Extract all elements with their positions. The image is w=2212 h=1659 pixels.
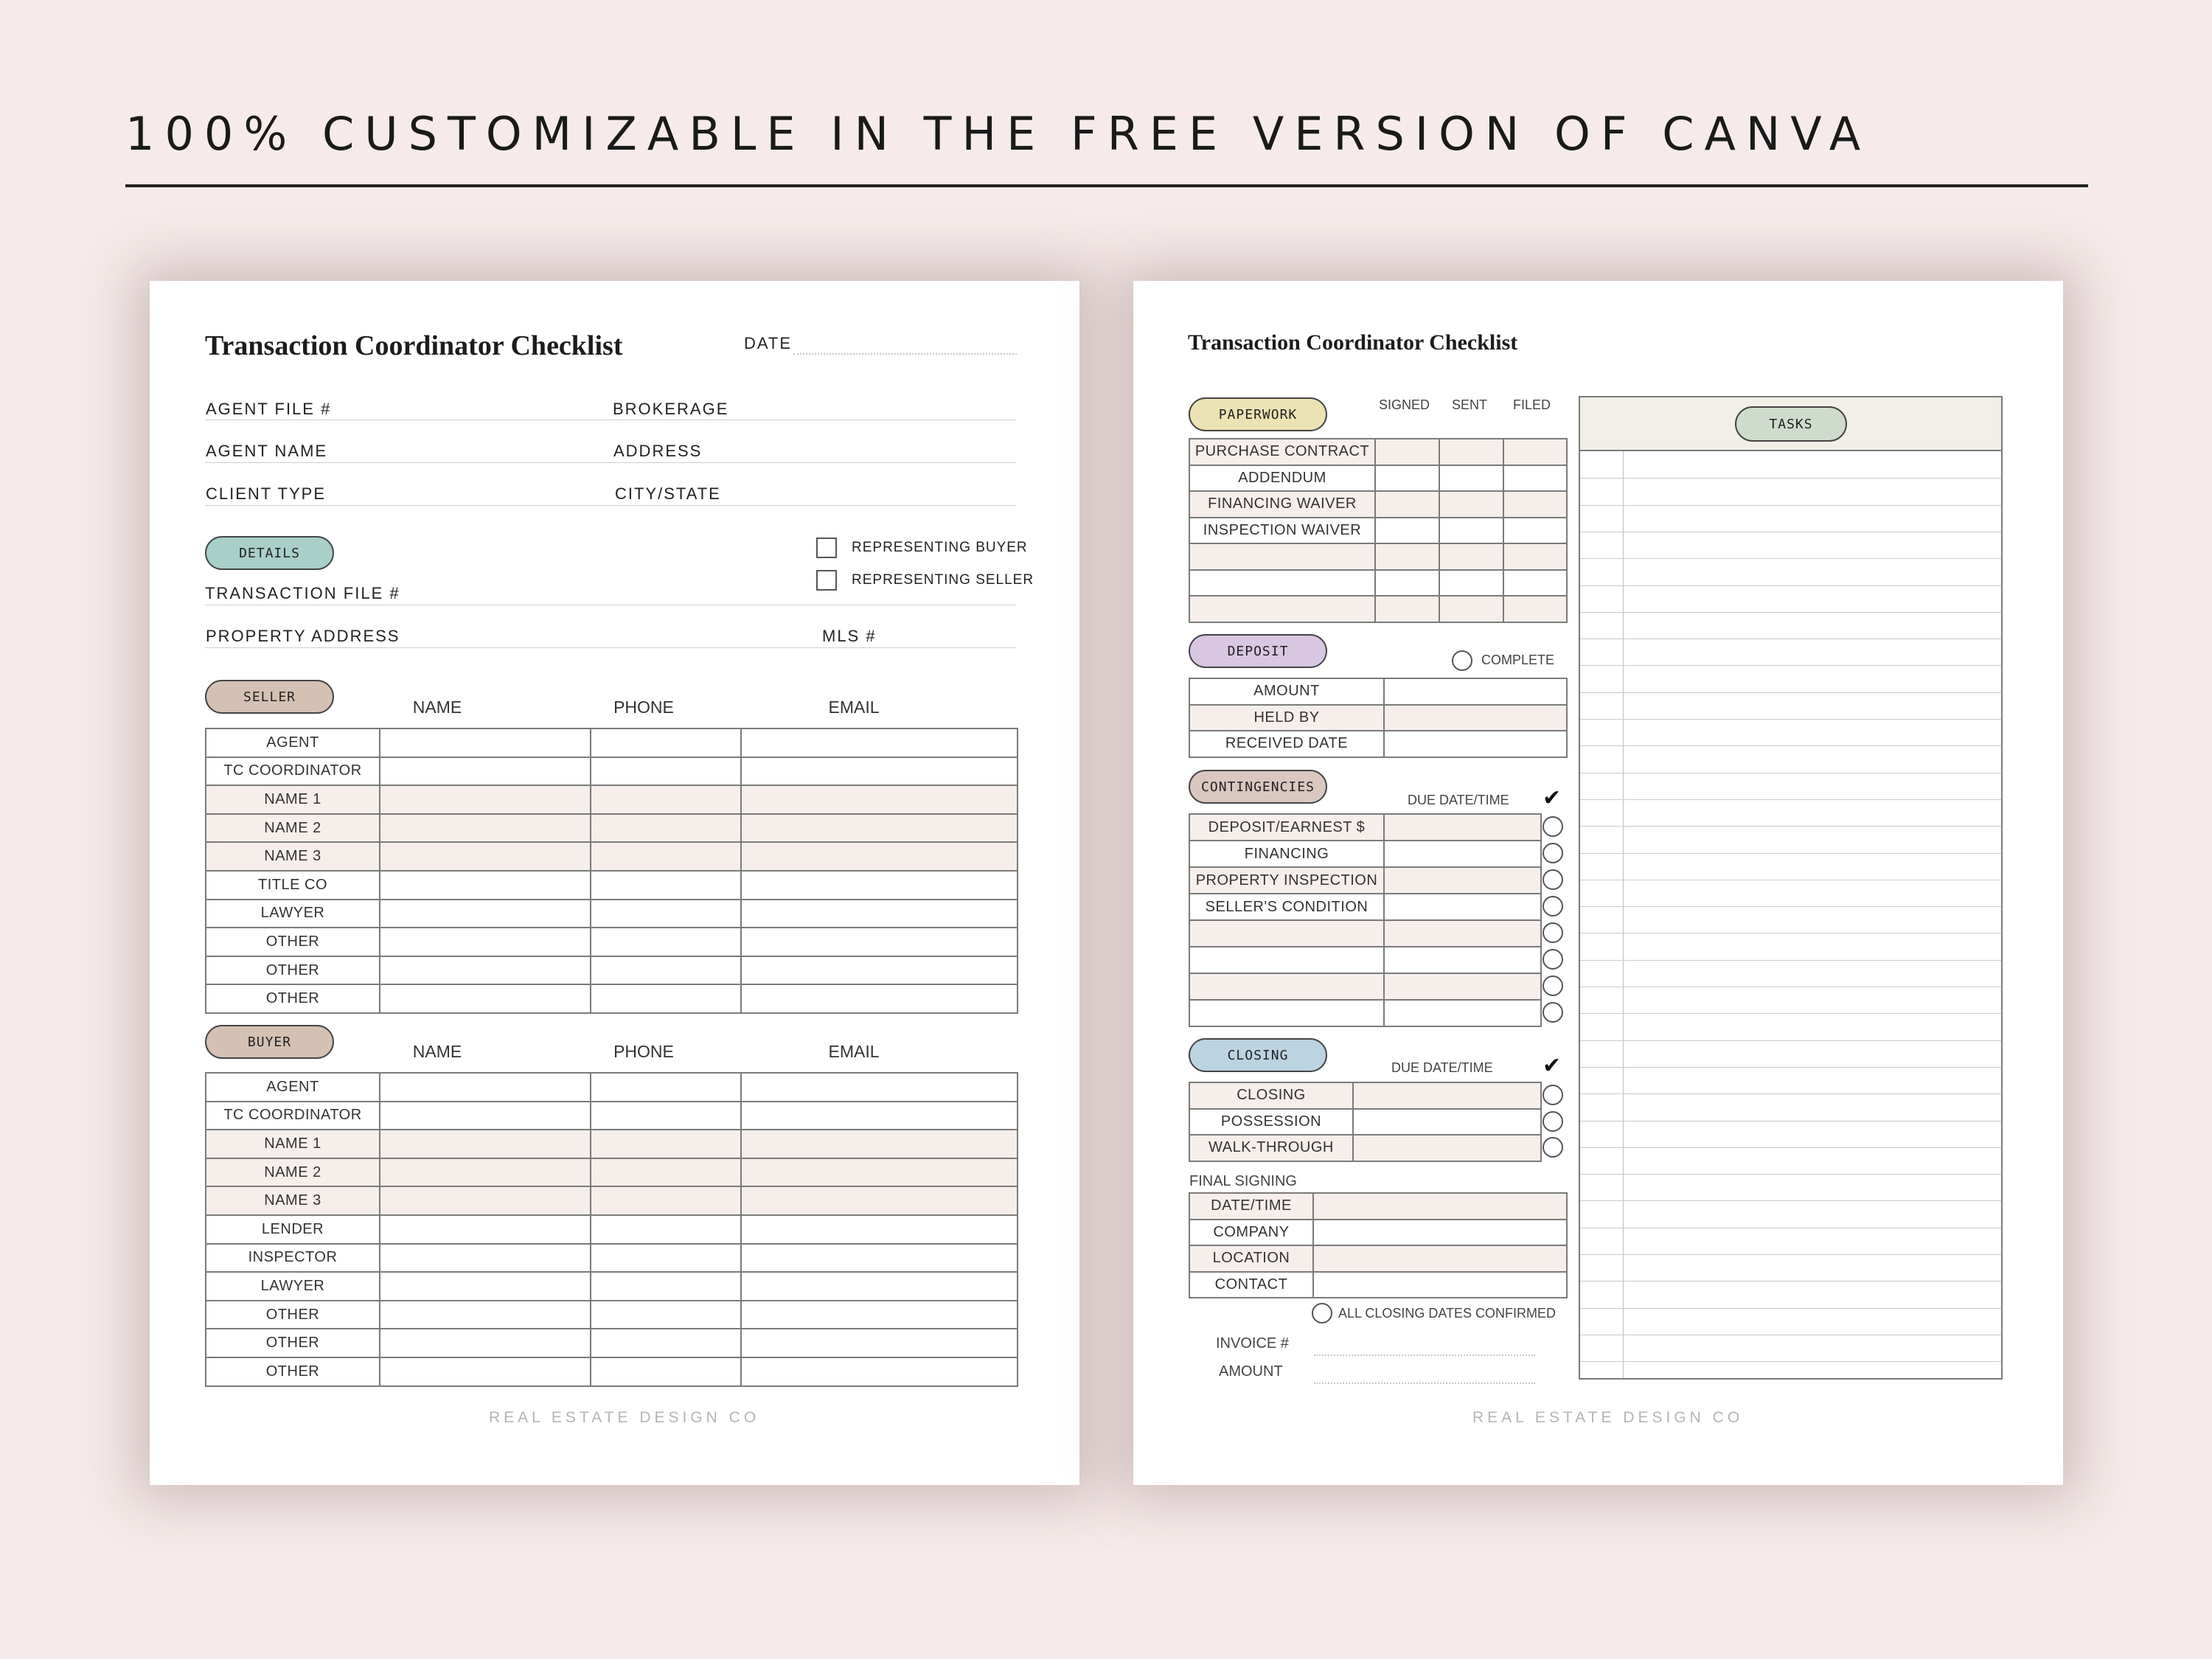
table-row	[1189, 543, 1567, 570]
table-cell[interactable]	[1439, 543, 1503, 570]
table-cell[interactable]	[741, 871, 1018, 900]
table-row	[206, 842, 1018, 871]
table-cell[interactable]	[1503, 543, 1567, 570]
row-label	[1189, 596, 1375, 622]
table-cell[interactable]	[1384, 973, 1541, 1000]
table-row	[1189, 705, 1567, 731]
deposit-pill: DEPOSIT	[1189, 634, 1327, 668]
tasks-pill: TASKS	[1735, 406, 1847, 442]
table-cell[interactable]	[1375, 491, 1439, 518]
deposit-complete-label: COMPLETE	[1481, 653, 1555, 667]
table-cell[interactable]	[591, 928, 741, 956]
table-cell[interactable]	[380, 1301, 591, 1329]
task-line[interactable]	[1580, 906, 2001, 907]
table-cell[interactable]	[741, 956, 1018, 985]
table-cell[interactable]	[1384, 920, 1541, 947]
task-line[interactable]	[1580, 719, 2001, 720]
table-cell[interactable]	[741, 1329, 1018, 1357]
page-left	[150, 281, 1079, 1485]
table-cell[interactable]	[591, 871, 741, 900]
page-title: Transaction Coordinator Checklist	[205, 330, 623, 361]
status-radio[interactable]	[1543, 896, 1563, 917]
table-cell[interactable]	[591, 1073, 741, 1102]
page-right	[1133, 281, 2063, 1485]
table-cell[interactable]	[741, 1158, 1018, 1187]
task-line[interactable]	[1580, 960, 2001, 961]
table-cell[interactable]	[380, 1073, 591, 1102]
table-row	[1189, 570, 1567, 597]
table-row	[1189, 973, 1541, 1000]
row-label: WALK-THROUGH	[1189, 1135, 1353, 1161]
table-cell[interactable]	[380, 1130, 591, 1158]
table-row	[1189, 920, 1541, 947]
table-cell[interactable]	[1375, 518, 1439, 544]
table-cell[interactable]	[591, 900, 741, 928]
table-cell[interactable]	[591, 1215, 741, 1244]
row-label: PROPERTY INSPECTION	[1189, 867, 1384, 894]
table-cell[interactable]	[741, 728, 1018, 757]
final-signing-table	[1189, 1192, 1568, 1298]
table-row	[1189, 518, 1567, 544]
task-line[interactable]	[1580, 745, 2001, 746]
row-label	[1189, 973, 1384, 1000]
seller-col-name: NAME	[412, 698, 462, 717]
representing-buyer-label: REPRESENTING BUYER	[852, 540, 1028, 555]
table-cell[interactable]	[591, 984, 741, 1013]
seller-col-email: EMAIL	[828, 698, 880, 717]
row-label: FINANCING WAIVER	[1189, 491, 1375, 518]
row-label: LAWYER	[206, 1272, 380, 1301]
seller-contacts-table	[205, 728, 1018, 1014]
row-label: OTHER	[206, 1329, 380, 1357]
table-cell[interactable]	[591, 1186, 741, 1215]
table-cell[interactable]	[1384, 894, 1541, 920]
footer-brand: REAL ESTATE DESIGN CO	[1472, 1409, 1744, 1426]
table-cell[interactable]	[380, 1329, 591, 1357]
row-label: LAWYER	[206, 900, 380, 928]
row-label: AGENT	[206, 728, 380, 757]
closing-pill: CLOSING	[1189, 1038, 1327, 1072]
row-label: OTHER	[206, 984, 380, 1013]
representing-seller-label: REPRESENTING SELLER	[852, 572, 1034, 588]
row-label: SELLER'S CONDITION	[1189, 894, 1384, 920]
table-row	[1189, 1220, 1567, 1246]
table-cell[interactable]	[1439, 518, 1503, 544]
table-cell[interactable]	[1503, 570, 1567, 597]
task-line[interactable]	[1580, 665, 2001, 666]
table-row	[206, 928, 1018, 956]
task-line[interactable]	[1580, 1254, 2001, 1255]
table-row	[206, 1244, 1018, 1273]
task-line[interactable]	[1580, 1067, 2001, 1068]
table-cell[interactable]	[380, 928, 591, 956]
table-cell[interactable]	[591, 757, 741, 786]
table-row	[206, 1357, 1018, 1386]
status-radio[interactable]	[1543, 949, 1563, 970]
row-label: TC COORDINATOR	[206, 757, 380, 786]
table-cell[interactable]	[1384, 947, 1541, 973]
buyer-col-email: EMAIL	[828, 1042, 880, 1061]
table-row	[1189, 1082, 1541, 1109]
task-line[interactable]	[1580, 585, 2001, 586]
status-radio[interactable]	[1543, 1111, 1563, 1132]
contingencies-table	[1189, 813, 1542, 1027]
table-cell[interactable]	[741, 900, 1018, 928]
status-radio[interactable]	[1543, 816, 1563, 837]
table-cell[interactable]	[1313, 1220, 1567, 1246]
table-row	[206, 728, 1018, 757]
task-line[interactable]	[1580, 612, 2001, 613]
representing-seller-checkbox[interactable]	[816, 570, 837, 591]
task-line[interactable]	[1580, 505, 2001, 506]
task-line[interactable]	[1580, 1174, 2001, 1175]
table-cell[interactable]	[1503, 439, 1567, 465]
table-cell[interactable]	[591, 1357, 741, 1386]
table-cell[interactable]	[591, 1102, 741, 1130]
table-row	[206, 1073, 1018, 1102]
all-confirmed-radio[interactable]	[1312, 1303, 1332, 1324]
transaction-file-label: TRANSACTION FILE #	[205, 584, 400, 602]
paperwork-pill: PAPERWORK	[1189, 397, 1327, 431]
table-row	[1189, 947, 1541, 973]
table-cell[interactable]	[1313, 1193, 1567, 1220]
table-cell[interactable]	[1439, 465, 1503, 492]
table-cell[interactable]	[1375, 465, 1439, 492]
table-row	[206, 814, 1018, 843]
table-cell[interactable]	[1384, 1000, 1541, 1026]
row-label: DATE/TIME	[1189, 1193, 1313, 1220]
buyer-col-name: NAME	[412, 1042, 462, 1061]
details-pill: DETAILS	[205, 536, 334, 570]
task-line[interactable]	[1580, 478, 2001, 479]
row-label: LOCATION	[1189, 1245, 1313, 1272]
mls-label: MLS #	[822, 627, 877, 645]
contingencies-pill: CONTINGENCIES	[1189, 770, 1327, 804]
table-cell[interactable]	[1503, 491, 1567, 518]
table-cell[interactable]	[741, 785, 1018, 814]
table-row	[206, 1301, 1018, 1329]
table-cell[interactable]	[1503, 518, 1567, 544]
table-cell[interactable]	[380, 1215, 591, 1244]
table-cell[interactable]	[1313, 1245, 1567, 1272]
table-row	[1189, 1193, 1567, 1220]
buyer-pill: BUYER	[205, 1025, 334, 1059]
row-label: POSSESSION	[1189, 1109, 1353, 1135]
row-label: NAME 1	[206, 785, 380, 814]
table-row	[1189, 491, 1567, 518]
row-label: OTHER	[206, 1357, 380, 1386]
table-cell[interactable]	[741, 1244, 1018, 1273]
footer-brand: REAL ESTATE DESIGN CO	[489, 1409, 760, 1426]
table-row	[206, 1215, 1018, 1244]
table-cell[interactable]	[591, 1158, 741, 1187]
table-cell[interactable]	[591, 728, 741, 757]
table-row	[206, 871, 1018, 900]
table-cell[interactable]	[380, 871, 591, 900]
table-cell[interactable]	[1384, 678, 1567, 705]
amount-field[interactable]	[1314, 1382, 1535, 1384]
task-line[interactable]	[1580, 1040, 2001, 1041]
table-cell[interactable]	[741, 1301, 1018, 1329]
paperwork-table	[1189, 438, 1568, 623]
table-cell[interactable]	[741, 842, 1018, 871]
row-label: RECEIVED DATE	[1189, 731, 1384, 757]
table-cell[interactable]	[741, 757, 1018, 786]
table-cell[interactable]	[380, 1186, 591, 1215]
table-row	[1189, 731, 1567, 757]
table-row	[1189, 1000, 1541, 1026]
row-label: NAME 2	[206, 814, 380, 843]
task-line[interactable]	[1580, 692, 2001, 693]
agent-file-label: AGENT FILE #	[206, 400, 332, 418]
row-label: FINANCING	[1189, 841, 1384, 867]
table-cell[interactable]	[591, 1130, 741, 1158]
table-cell[interactable]	[1375, 570, 1439, 597]
invoice-label: INVOICE #	[1216, 1335, 1289, 1352]
table-cell[interactable]	[380, 1102, 591, 1130]
row-label	[1189, 543, 1375, 570]
row-label: NAME 1	[206, 1130, 380, 1158]
closing-check-icon: ✔	[1543, 1054, 1562, 1078]
row-label: LENDER	[206, 1215, 380, 1244]
brokerage-label: BROKERAGE	[613, 400, 729, 418]
table-cell[interactable]	[741, 1186, 1018, 1215]
table-cell[interactable]	[1353, 1082, 1541, 1109]
table-cell[interactable]	[591, 785, 741, 814]
task-line[interactable]	[1580, 853, 2001, 854]
task-line[interactable]	[1580, 826, 2001, 827]
banner-divider	[125, 184, 2088, 187]
row-label: NAME 3	[206, 1186, 380, 1215]
table-cell[interactable]	[1439, 439, 1503, 465]
table-row	[206, 1158, 1018, 1187]
status-radio[interactable]	[1543, 843, 1563, 863]
table-row	[206, 1130, 1018, 1158]
invoice-field[interactable]	[1314, 1354, 1535, 1356]
table-cell[interactable]	[1384, 867, 1541, 894]
table-cell[interactable]	[741, 1357, 1018, 1386]
row-label: OTHER	[206, 928, 380, 956]
status-radio[interactable]	[1543, 869, 1563, 890]
task-line[interactable]	[1580, 1013, 2001, 1014]
table-row	[206, 1102, 1018, 1130]
row-label	[1189, 947, 1384, 973]
row-label: INSPECTOR	[206, 1244, 380, 1273]
city-state-label: CITY/STATE	[615, 484, 721, 503]
table-cell[interactable]	[741, 1130, 1018, 1158]
deposit-complete-radio[interactable]	[1452, 650, 1472, 671]
task-line[interactable]	[1580, 1200, 2001, 1201]
row-label: TITLE CO	[206, 871, 380, 900]
status-radio[interactable]	[1543, 1085, 1563, 1105]
row-label: HELD BY	[1189, 705, 1384, 731]
table-cell[interactable]	[380, 1244, 591, 1273]
closing-table	[1189, 1082, 1542, 1162]
property-address-label: PROPERTY ADDRESS	[206, 627, 400, 645]
status-radio[interactable]	[1543, 922, 1563, 943]
table-cell[interactable]	[380, 785, 591, 814]
agent-name-field[interactable]	[205, 462, 1016, 463]
paperwork-col-sent: SENT	[1452, 397, 1488, 412]
row-label	[1189, 1000, 1384, 1026]
table-cell[interactable]	[741, 1073, 1018, 1102]
task-line[interactable]	[1580, 1147, 2001, 1148]
table-row	[1189, 678, 1567, 705]
table-cell[interactable]	[380, 1357, 591, 1386]
table-cell[interactable]	[741, 1215, 1018, 1244]
table-cell[interactable]	[380, 956, 591, 985]
tasks-checkbox-column-divider	[1623, 451, 1624, 1378]
table-cell[interactable]	[380, 900, 591, 928]
table-cell[interactable]	[380, 1272, 591, 1301]
row-label: PURCHASE CONTRACT	[1189, 439, 1375, 465]
table-row	[1189, 1272, 1567, 1298]
contingencies-check-icon: ✔	[1543, 786, 1562, 810]
representing-buyer-checkbox[interactable]	[816, 538, 837, 558]
status-radio[interactable]	[1543, 975, 1563, 996]
table-row	[1189, 1135, 1541, 1161]
paperwork-col-signed: SIGNED	[1379, 397, 1430, 412]
table-row	[1189, 814, 1541, 841]
row-label: OTHER	[206, 956, 380, 985]
row-label: AGENT	[206, 1073, 380, 1102]
row-label: ADDENDUM	[1189, 465, 1375, 492]
property-address-field[interactable]	[205, 647, 1016, 648]
table-row	[206, 900, 1018, 928]
row-label: DEPOSIT/EARNEST $	[1189, 814, 1384, 841]
row-label: CONTACT	[1189, 1272, 1313, 1298]
row-label: NAME 2	[206, 1158, 380, 1187]
table-cell[interactable]	[741, 814, 1018, 843]
buyer-contacts-table	[205, 1072, 1018, 1387]
table-row	[1189, 894, 1541, 920]
row-label: TC COORDINATOR	[206, 1102, 380, 1130]
agent-name-label: AGENT NAME	[206, 442, 328, 460]
date-label: DATE	[744, 334, 793, 352]
table-cell[interactable]	[741, 984, 1018, 1013]
contingencies-due-label: DUE DATE/TIME	[1408, 793, 1509, 807]
table-row	[206, 785, 1018, 814]
table-cell[interactable]	[1384, 731, 1567, 757]
table-cell[interactable]	[1384, 841, 1541, 867]
table-cell[interactable]	[1375, 596, 1439, 622]
task-line[interactable]	[1580, 1308, 2001, 1309]
date-field[interactable]	[793, 353, 1017, 355]
seller-pill: SELLER	[205, 680, 334, 714]
task-line[interactable]	[1580, 1093, 2001, 1094]
row-label: AMOUNT	[1189, 678, 1384, 705]
table-cell[interactable]	[591, 814, 741, 843]
table-row	[1189, 1245, 1567, 1272]
row-label: OTHER	[206, 1301, 380, 1329]
table-cell[interactable]	[591, 842, 741, 871]
row-label	[1189, 570, 1375, 597]
table-row	[1189, 841, 1541, 867]
address-label: ADDRESS	[613, 442, 703, 460]
task-line[interactable]	[1580, 799, 2001, 800]
paperwork-col-filed: FILED	[1513, 397, 1551, 412]
final-signing-label: FINAL SIGNING	[1189, 1173, 1297, 1189]
table-cell[interactable]	[591, 1329, 741, 1357]
table-cell[interactable]	[1384, 814, 1541, 841]
table-cell[interactable]	[1375, 543, 1439, 570]
table-cell[interactable]	[1353, 1109, 1541, 1135]
row-label: INSPECTION WAIVER	[1189, 518, 1375, 544]
table-cell[interactable]	[380, 814, 591, 843]
row-label: CLOSING	[1189, 1082, 1353, 1109]
client-type-label: CLIENT TYPE	[206, 484, 327, 503]
table-row	[206, 956, 1018, 985]
row-label	[1189, 920, 1384, 947]
table-row	[206, 1186, 1018, 1215]
table-cell[interactable]	[380, 842, 591, 871]
task-line[interactable]	[1580, 558, 2001, 559]
table-row	[206, 984, 1018, 1013]
buyer-col-phone: PHONE	[613, 1042, 674, 1061]
page-title: Transaction Coordinator Checklist	[1188, 330, 1518, 355]
table-cell[interactable]	[1503, 596, 1567, 622]
table-cell[interactable]	[1384, 705, 1567, 731]
client-type-field[interactable]	[205, 505, 1016, 506]
table-cell[interactable]	[591, 1272, 741, 1301]
amount-label: AMOUNT	[1219, 1363, 1283, 1380]
table-row	[1189, 439, 1567, 465]
row-label: NAME 3	[206, 842, 380, 871]
table-cell[interactable]	[380, 757, 591, 786]
all-confirmed-label: ALL CLOSING DATES CONFIRMED	[1338, 1306, 1557, 1321]
tasks-list	[1579, 450, 2003, 1380]
table-row	[206, 757, 1018, 786]
deposit-table	[1189, 678, 1568, 758]
banner-headline: 100% CUSTOMIZABLE IN THE FREE VERSION OF CANVA	[125, 107, 1871, 161]
table-cell[interactable]	[591, 1244, 741, 1273]
table-row	[206, 1329, 1018, 1357]
table-row	[1189, 867, 1541, 894]
table-cell[interactable]	[1439, 570, 1503, 597]
table-cell[interactable]	[380, 1158, 591, 1187]
table-cell[interactable]	[1353, 1135, 1541, 1161]
table-cell[interactable]	[1313, 1272, 1567, 1298]
table-cell[interactable]	[741, 1102, 1018, 1130]
table-cell[interactable]	[380, 984, 591, 1013]
status-radio[interactable]	[1543, 1002, 1563, 1023]
closing-due-label: DUE DATE/TIME	[1391, 1060, 1493, 1075]
table-row	[1189, 1109, 1541, 1135]
table-cell[interactable]	[1375, 439, 1439, 465]
table-cell[interactable]	[380, 728, 591, 757]
table-cell[interactable]	[591, 1301, 741, 1329]
table-cell[interactable]	[741, 928, 1018, 956]
table-row	[1189, 465, 1567, 492]
table-cell[interactable]	[1503, 465, 1567, 492]
table-cell[interactable]	[591, 956, 741, 985]
table-row	[1189, 596, 1567, 622]
status-radio[interactable]	[1543, 1137, 1563, 1158]
table-cell[interactable]	[1439, 596, 1503, 622]
table-cell[interactable]	[741, 1272, 1018, 1301]
seller-col-phone: PHONE	[613, 698, 674, 717]
table-cell[interactable]	[1439, 491, 1503, 518]
row-label: COMPANY	[1189, 1220, 1313, 1246]
table-row	[206, 1272, 1018, 1301]
task-line[interactable]	[1580, 1361, 2001, 1362]
